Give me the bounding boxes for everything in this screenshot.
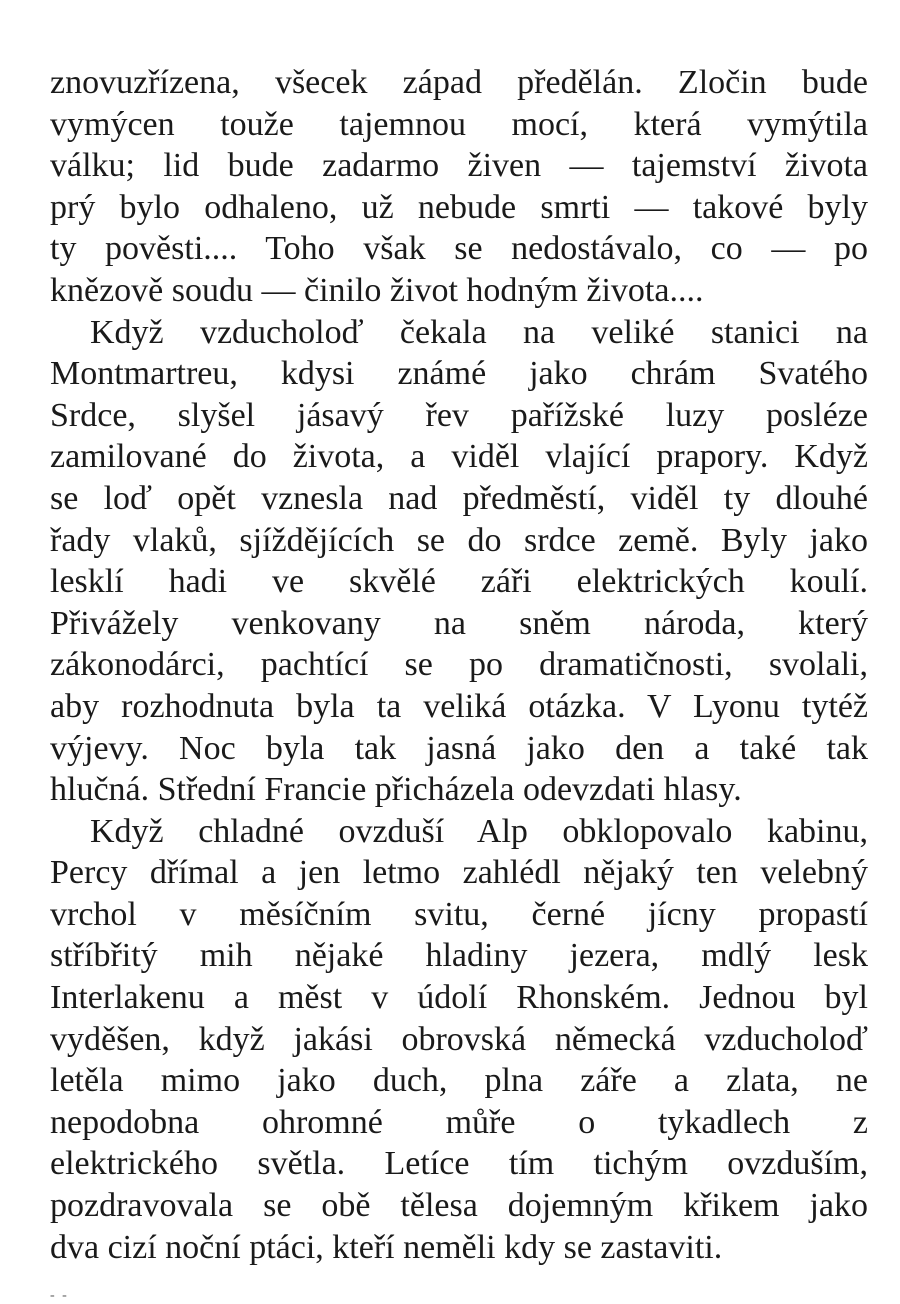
text-line: řady vlaků, sjíždějících se do srdce země. Byly jako — [50, 521, 868, 559]
text-line: vyděšen, když jakási obrovská německá vzducholoď — [50, 1020, 868, 1058]
paragraph — [50, 62, 868, 312]
text-line: výjevy. Noc byla tak jasná jako den a také tak — [50, 729, 868, 767]
text-line: stříbřitý mih nějaké hladiny jezera, mdlý lesk — [50, 937, 868, 975]
text-line: válku; lid bude zadarmo živen — tajemství života — [50, 147, 868, 185]
text-line: znovuzřízena, všecek západ předělán. Zločin bude — [50, 64, 868, 101]
text-line: nepodobna ohromné můře o tykadlech z — [50, 1103, 868, 1141]
paragraph — [50, 811, 868, 1269]
text-line: vymýcen touže tajemnou mocí, která vymýtila — [50, 105, 868, 143]
text-line: zákonodárci, pachtící se po dramatičnosti, svolali, — [50, 646, 868, 684]
text-line: knězově soudu — činilo život hodným života.... — [50, 271, 704, 309]
text-line: Přivážely venkovany na sněm národa, který — [50, 604, 868, 642]
text-line: pozdravovala se obě tělesa dojemným křikem jako — [50, 1187, 868, 1225]
text-line: dva cizí noční ptáci, kteří neměli kdy se zastaviti. — [50, 1228, 723, 1266]
text-line: Interlakenu a měst v údolí Rhonském. Jednou byl — [50, 979, 868, 1017]
text-line: hlučná. Střední Francie přicházela odevzdati hlasy. — [50, 771, 742, 809]
text-line: elektrického světla. Letíce tím tichým ovzduším, — [50, 1145, 868, 1183]
text-line: se loď opět vznesla nad předměstí, viděl ty dlouhé — [50, 479, 868, 517]
text-line: ty pověsti.... Toho však se nedostávalo, co — po — [50, 230, 868, 268]
text-line: vrchol v měsíčním svitu, černé jícny propastí — [50, 895, 868, 933]
text-line: Percy dřímal a jen letmo zahlédl nějaký ten velebný — [50, 854, 868, 892]
text-line: prý bylo odhaleno, už nebude smrti — takové byly — [50, 188, 868, 226]
text-line: lesklí hadi ve skvělé záři elektrických koulí. — [50, 563, 868, 601]
body-text — [50, 62, 868, 1268]
text-line: Srdce, slyšel jásavý řev pařížské luzy posléze — [50, 396, 868, 434]
text-line: zamilované do života, a viděl vlající prapory. Když — [50, 438, 868, 476]
text-line: Když chladné ovzduší Alp obklopovalo kabinu, — [90, 812, 868, 850]
text-line: Montmartreu, kdysi známé jako chrám Svatého — [50, 355, 868, 393]
text-line: Když vzducholoď čekala na veliké stanici na — [90, 313, 868, 351]
text-line: letěla mimo jako duch, plna záře a zlata, ne — [50, 1062, 868, 1100]
page-footer-mark: - - — [50, 1288, 69, 1303]
text-line: aby rozhodnuta byla ta veliká otázka. V Lyonu tytéž — [50, 687, 868, 725]
paragraph — [50, 312, 868, 811]
